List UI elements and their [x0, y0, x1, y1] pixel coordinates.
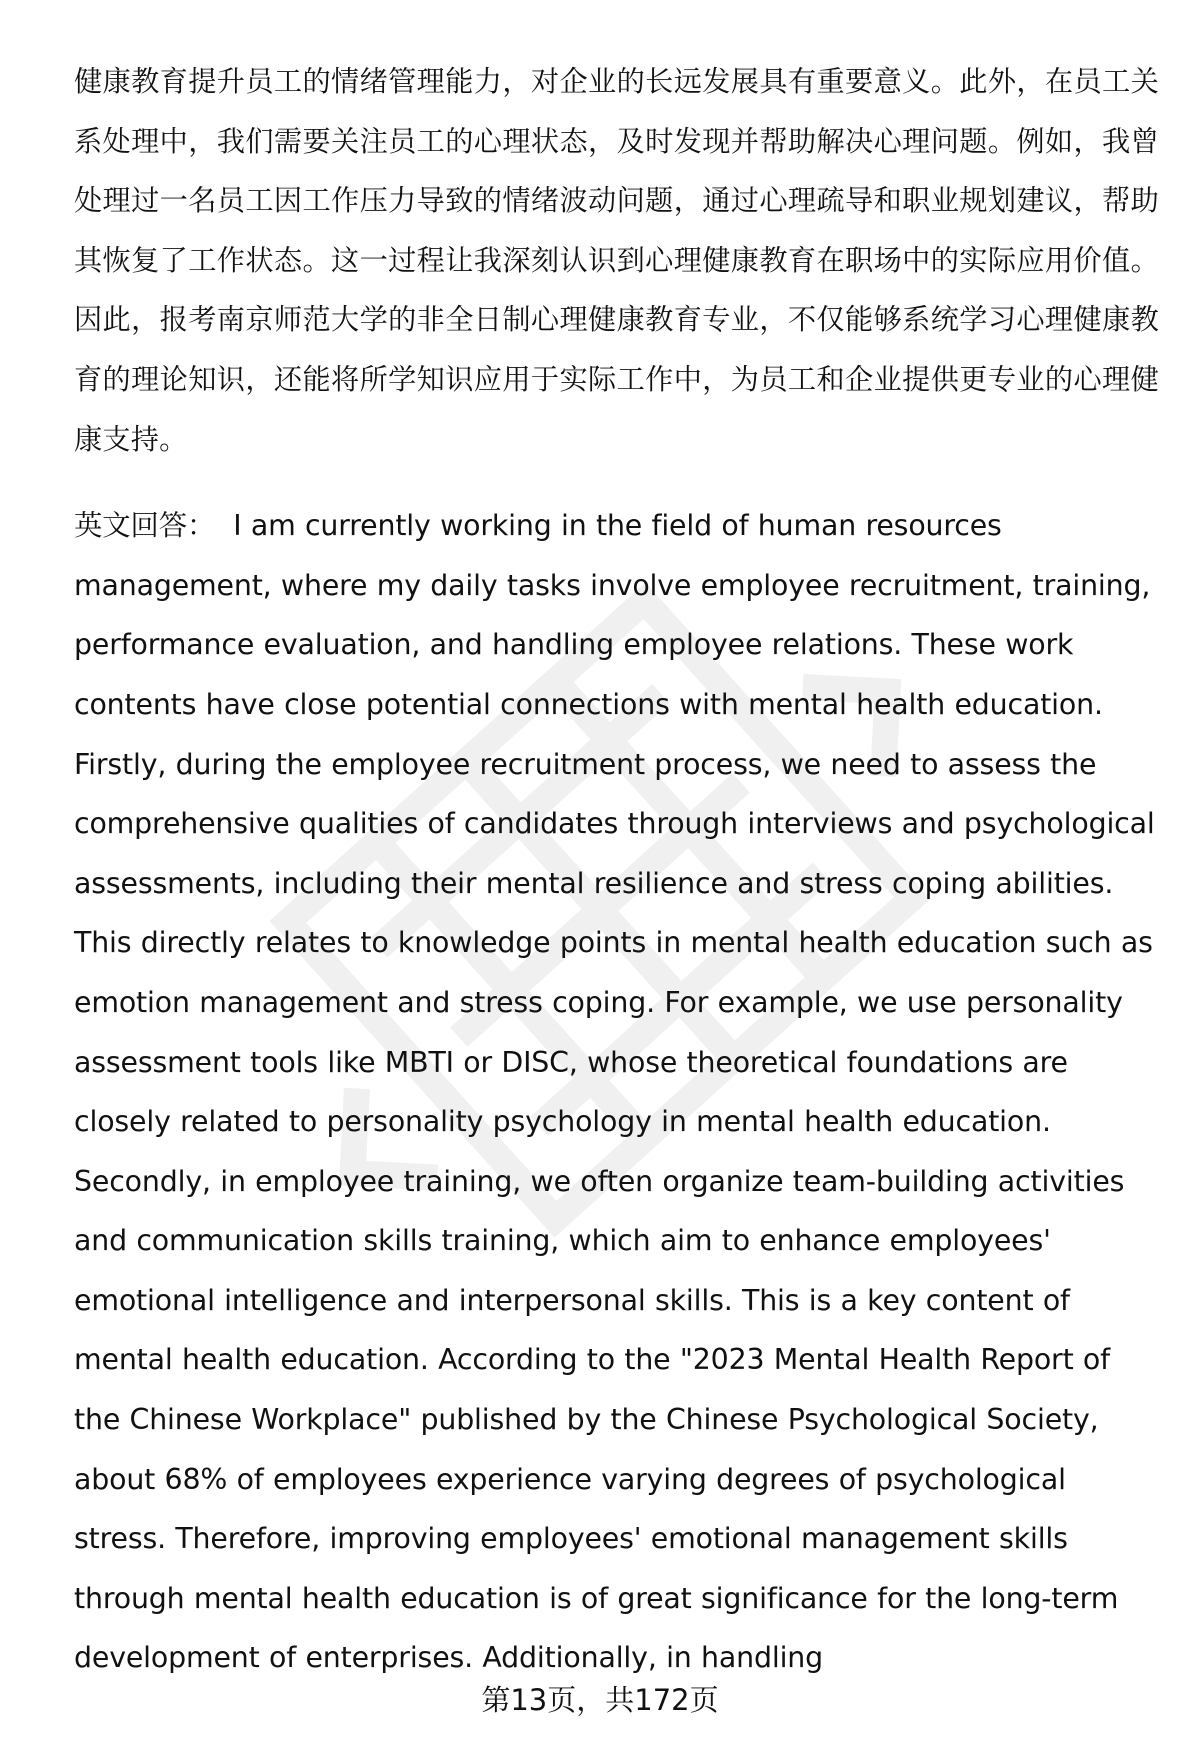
chinese-paragraph: 健康教育提升员工的情绪管理能力，对企业的长远发展具有重要意义。此外，在员工关系处理中，我们需要关注员工的心理状态，及时发现并帮助解决心理问题。例如，我曾处理过一名员工因工作压力导致的情绪波动问题，通过心理疏导和职业规划建议，帮助其恢复了工作状态。这一过程让我深刻认识到心理健康教育在职场中的实际应用价值。因此，报考南京师范大学的非全日制心理健康教育专业，不仅能够系统学习心理健康教育的理论知识，还能将所学知识应用于实际工作中，为员工和企业提供更专业的心理健康支持。 [74, 65, 1159, 456]
page-footer [0, 1680, 1200, 1720]
page-number-indicator: 第13页，共172页 [481, 1683, 719, 1717]
english-answer-text: I am currently working in the field of human resources management, where my daily tasks involve employee recruitment, training, performance evaluation, and handling employee relations. These work contents have close potential connections with mental health education. Firstly, during the employee recruitment process, we need to assess the comprehensive qualities of candidates through interviews and psychological assessments, including their mental resilience and stress coping abilities. This directly relates to knowledge points in mental health education such as emotion management and stress coping. For example, we use personality assessment tools like MBTI or DISC, whose theoretical foundations are closely related to personality psychology in mental health education. Secondly, in employee training, we often organize team-building activities and communication skills training, which aim to enhance employees' emotional intelligence and interpersonal skills. This is a key content of mental health education. According to the "2023 Mental Health Report of the Chinese Workplace" published by the Chinese Psychological Society, about 68% of employees experience varying degrees of psychological stress. Therefore, improving employees' emotional management skills through mental health education is of great significance for the long-term development of enterprises. Additionally, in handling [74, 509, 1155, 1675]
english-answer-paragraph [74, 496, 1159, 1688]
english-answer-label: 英文回答： [74, 509, 216, 543]
document-body [74, 52, 1159, 1688]
